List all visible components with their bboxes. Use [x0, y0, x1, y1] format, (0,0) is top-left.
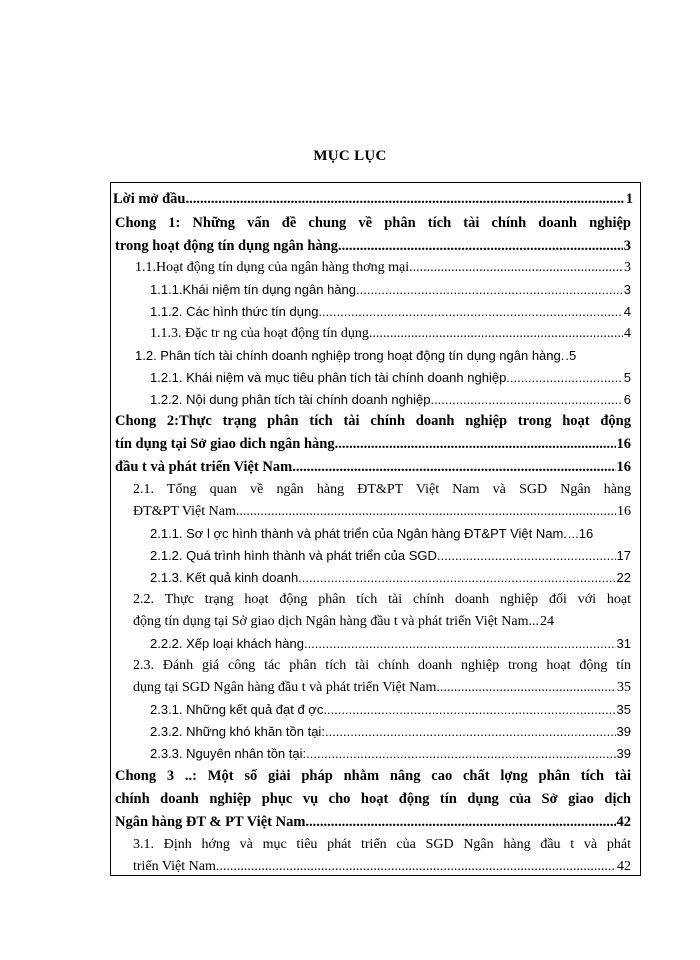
- toc-page-number: 3: [624, 260, 631, 275]
- toc-entry-text: 2.2.2. Xếp loại khách hàng.: [150, 636, 308, 651]
- toc-page-number: 5: [623, 370, 631, 385]
- toc-entry-2-1-line-2[interactable]: [133, 501, 631, 523]
- toc-entry-2-1-3[interactable]: [150, 567, 631, 589]
- toc-leader: [356, 279, 623, 301]
- toc-entry-2-2-line-1[interactable]: 2.2. Thực trạng hoạt động phân tích tài chính doanh nghiệp đối với hoạt: [133, 592, 631, 607]
- toc-leader: [510, 367, 623, 389]
- toc-leader: [372, 323, 623, 345]
- toc-leader: [185, 188, 624, 210]
- toc-entry-2-1-line-1[interactable]: 2.1. Tổng quan về ngân hàng ĐT&PT Việt Nam và SGD Ngân hàng: [133, 482, 631, 497]
- toc-entry-text: 2.1.3. Kết quả kinh doanh.: [150, 570, 302, 585]
- toc-entry-2-3-1[interactable]: [150, 699, 631, 721]
- toc-entry-text: 1.1.Hoạt động tín dụng của ngân hàng thơng mại.: [135, 260, 413, 275]
- toc-page-number: 24: [540, 614, 555, 629]
- toc-entry-1-1-2[interactable]: [150, 301, 631, 323]
- toc-entry-2-2-line-2[interactable]: [133, 611, 631, 633]
- toc-chapter-2-line-1[interactable]: Chong 2:Thực trạng phân tích tài chính doanh nghiệp trong hoạt động: [115, 413, 631, 429]
- toc-chapter-1-line-1[interactable]: Chong 1: Những vấn đề chung về phân tích tài chính doanh nghiệp: [115, 215, 631, 231]
- toc-entry-1-1[interactable]: [135, 257, 631, 279]
- toc-entry-text: động tín dụng tại Sở giao dịch Ngân hàng đầu t và phát triển Việt Nam...: [133, 614, 540, 629]
- toc-chapter-3-line-3[interactable]: [115, 811, 631, 833]
- toc-entry-text: 2.3.3. Nguyên nhân tồn tại:: [150, 746, 307, 761]
- toc-leader: [306, 743, 615, 765]
- toc-page-number: 39: [616, 724, 631, 739]
- toc-page-number: 35: [616, 702, 631, 717]
- toc-page-number: 16: [616, 459, 631, 475]
- toc-entry-1-1-1[interactable]: [150, 279, 631, 301]
- toc-leader: [322, 301, 623, 323]
- toc-entry-text: 1.1.1.Khái niệm tín dụng ngân hàng: [150, 282, 356, 297]
- toc-page-number: 16: [616, 436, 631, 452]
- toc-page-number: 31: [616, 636, 631, 651]
- toc-entry-2-3-3[interactable]: [150, 743, 631, 765]
- toc-page-number: 16: [617, 504, 631, 519]
- toc-page-number: 3: [623, 282, 631, 297]
- toc-entry-1-2-2[interactable]: [150, 389, 631, 411]
- toc-entry-2-3-line-1[interactable]: 2.3. Đánh giá công tác phân tích tài chính doanh nghiệp trong hoạt động tín: [133, 658, 631, 673]
- toc-page-number: 4: [623, 304, 631, 319]
- toc-page-number: 35: [617, 680, 631, 695]
- toc-entry-text: Lời mở đầu: [113, 191, 186, 207]
- toc-leader: [292, 456, 615, 478]
- toc-leader: [216, 856, 616, 878]
- toc-leader: [305, 811, 615, 833]
- toc-entry-3-1-line-2[interactable]: [133, 856, 631, 878]
- toc-entry-text: đầu t và phát triển Việt Nam: [115, 459, 293, 475]
- toc-leader: [308, 633, 616, 655]
- toc-page-number: 17: [616, 548, 631, 563]
- toc-leader: [413, 257, 623, 279]
- toc-entry-2-3-2[interactable]: [150, 721, 631, 743]
- toc-chapter-2-line-3[interactable]: [115, 456, 631, 478]
- toc-entry-1-1-3[interactable]: [150, 323, 631, 345]
- toc-entry-text: 1.1.3. Đặc tr ng của hoạt động tín dụng.: [150, 326, 373, 341]
- toc-leader: [325, 721, 616, 743]
- toc-leader: [437, 545, 616, 567]
- toc-entry-intro[interactable]: [113, 188, 633, 210]
- toc-leader: [440, 677, 616, 699]
- toc-entry-2-2-2[interactable]: [150, 633, 631, 655]
- toc-entry-text: 1.2.1. Khái niệm và mục tiêu phân tích tài chính doanh nghiệp.: [150, 370, 510, 385]
- toc-page-number: 6: [623, 392, 631, 407]
- toc-entry-text: 1.2. Phân tích tài chính doanh nghiệp trong hoạt động tín dụng ngân hàng.: [135, 348, 565, 363]
- toc-leader: [323, 699, 615, 721]
- toc-page-number: 42: [617, 859, 631, 874]
- toc-entry-1-2-1[interactable]: [150, 367, 631, 389]
- toc-entry-text: triển Việt Nam: [133, 859, 216, 874]
- toc-chapter-3-line-2[interactable]: chính doanh nghiệp phục vụ cho hoạt động tín dụng của Sở giao dịch: [115, 791, 631, 807]
- toc-chapter-2-line-2[interactable]: [115, 433, 631, 455]
- toc-leader: [338, 235, 623, 257]
- toc-page-number: 22: [616, 570, 631, 585]
- toc-leader: [302, 567, 616, 589]
- toc-entry-1-2[interactable]: [135, 345, 631, 367]
- toc-entry-2-1-1[interactable]: [150, 523, 631, 545]
- toc-page-number: 1: [625, 191, 633, 207]
- toc-entry-text: tín dụng tại Sở giao dich ngân hàng: [115, 436, 335, 452]
- toc-page-number: ...16: [567, 526, 594, 541]
- toc-page-number: .5: [565, 348, 577, 363]
- page-title: MỤC LỤC: [313, 148, 387, 164]
- toc-entry-2-1-2[interactable]: [150, 545, 631, 567]
- toc-leader: [335, 433, 616, 455]
- toc-entry-text: 2.1.1. Sơ l ợc hình thành và phát triển của Ngân hàng ĐT&PT Việt Nam.: [150, 526, 567, 541]
- toc-page-number: 42: [616, 814, 631, 830]
- toc-entry-text: ĐT&PT Việt Nam: [133, 504, 236, 519]
- toc-entry-text: 1.2.2. Nội dung phân tích tài chính doanh nghiệp.: [150, 392, 435, 407]
- toc-entry-text: Ngân hàng ĐT & PT Việt Nam: [115, 814, 306, 830]
- toc-chapter-1-line-2[interactable]: [115, 235, 631, 257]
- toc-page-number: 39: [616, 746, 631, 761]
- toc-entry-3-1-line-1[interactable]: 3.1. Định hớng và mục tiêu phát triển của SGD Ngân hàng đầu t và phát: [133, 837, 631, 852]
- toc-leader: [434, 389, 623, 411]
- toc-entry-text: 2.3.1. Những kết quả đạt đ ợc: [150, 702, 324, 717]
- toc-entry-text: dụng tại SGD Ngân hàng đầu t và phát triển Việt Nam.: [133, 680, 440, 695]
- toc-entry-text: 2.3.2. Những khó khăn tồn tại:: [150, 724, 325, 739]
- toc-entry-text: 1.1.2. Các hình thức tín dụng.: [150, 304, 323, 319]
- toc-leader: [236, 501, 616, 523]
- toc-entry-text: trong hoạt động tín dụng ngân hàng: [115, 238, 338, 254]
- toc-page-number: 4: [624, 326, 631, 341]
- toc-page-number: 3: [623, 238, 631, 254]
- toc-entry-text: 2.1.2. Quá trình hình thành và phát triển của SGD: [150, 548, 437, 563]
- toc-chapter-3-line-1[interactable]: Chong 3 ..: Một số giải pháp nhằm nâng cao chất lợng phân tích tài: [115, 768, 631, 784]
- toc-entry-2-3-line-2[interactable]: [133, 677, 631, 699]
